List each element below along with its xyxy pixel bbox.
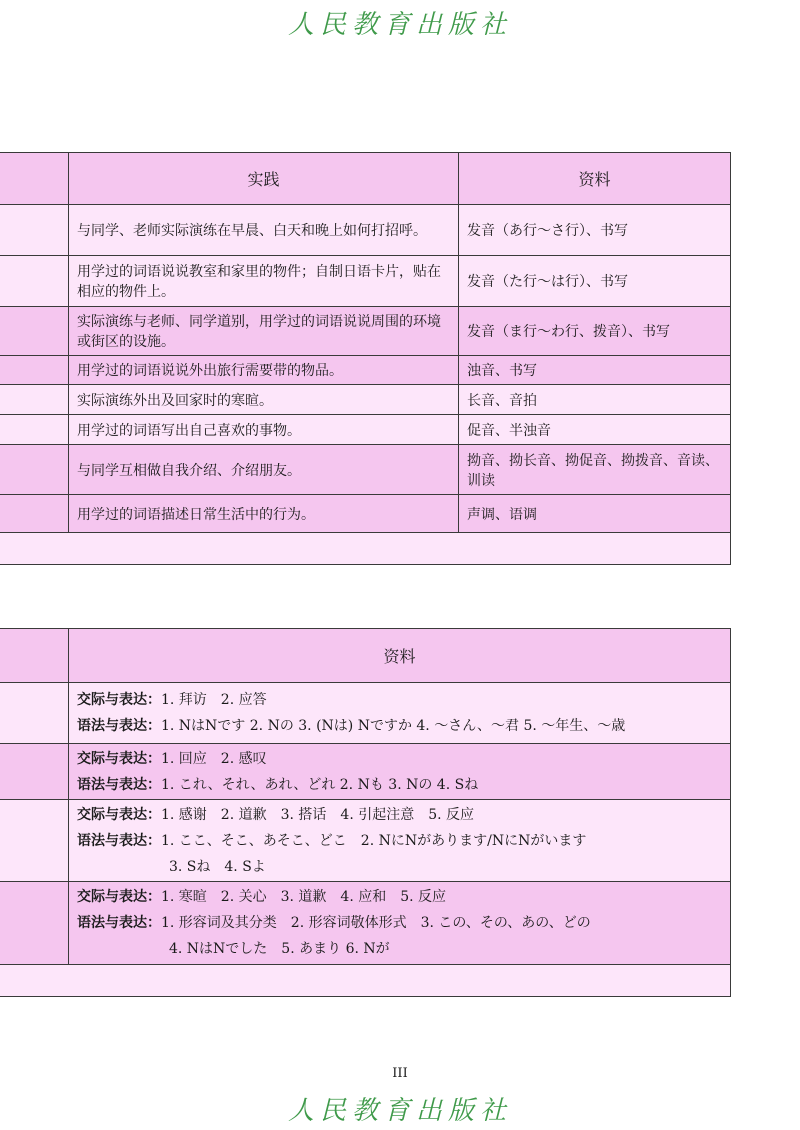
material-cell: 发音（た行～は行）、书写 <box>459 256 731 307</box>
communication-text: 1. 感谢 2. 道歉 3. 搭话 4. 引起注意 5. 反应 <box>161 806 475 823</box>
table-row-empty <box>0 965 731 997</box>
label-communication: 交际与表达： <box>77 750 161 767</box>
practice-table <box>0 152 731 565</box>
table-row <box>0 744 731 800</box>
table-header-row <box>0 629 731 683</box>
grammar-text-continued: 4. NはNでした 5. あまり 6. Nが <box>169 941 390 957</box>
grammar-text: 1. これ、それ、あれ、どれ 2. Nも 3. Nの 4. Sね <box>161 776 479 793</box>
material-cell: 促音、半浊音 <box>459 415 731 445</box>
practice-cell: 实际演练外出及回家时的寒暄。 <box>69 385 459 415</box>
communication-text: 1. 拜访 2. 应答 <box>161 692 267 708</box>
label-grammar: 语法与表达： <box>77 776 161 793</box>
table-row <box>0 882 731 965</box>
practice-cell: 用学过的词语描述日常生活中的行为。 <box>69 495 459 533</box>
table-header-row <box>0 153 731 205</box>
publisher-logo-bottom: 人民教育出版社 <box>287 1096 512 1126</box>
practice-cell: 用学过的词语说说外出旅行需要带的物品。 <box>69 356 459 385</box>
label-communication: 交际与表达： <box>77 889 161 905</box>
practice-cell: 用学过的词语写出自己喜欢的事物。 <box>69 415 459 445</box>
header-material: 资料 <box>69 629 731 683</box>
label-communication: 交际与表达： <box>77 692 161 708</box>
label-grammar: 语法与表达： <box>77 832 161 849</box>
practice-cell: 与同学互相做自我介绍、介绍朋友。 <box>69 445 459 495</box>
header-material: 资料 <box>459 153 731 205</box>
table-row <box>0 445 731 495</box>
label-grammar: 语法与表达： <box>77 915 161 931</box>
header-blank <box>0 153 69 205</box>
grammar-text: 1. ここ、そこ、あそこ、どこ 2. NにNがあります/NにNがいます <box>161 832 587 849</box>
header-practice: 实践 <box>69 153 459 205</box>
practice-cell: 用学过的词语说说教室和家里的物件；自制日语卡片，贴在相应的物件上。 <box>69 256 459 307</box>
header-blank <box>0 629 69 683</box>
publisher-logo-top: 人民教育出版社 <box>287 10 512 40</box>
table-row <box>0 256 731 307</box>
table-row <box>0 683 731 744</box>
practice-cell: 与同学、老师实际演练在早晨、白天和晚上如何打招呼。 <box>69 205 459 256</box>
grammar-text-continued: 3. Sね 4. Sよ <box>169 858 266 875</box>
material-cell: 发音（ま行～わ行、拨音）、书写 <box>459 307 731 356</box>
communication-text: 1. 回应 2. 感叹 <box>161 750 267 767</box>
table-row <box>0 415 731 445</box>
material-table <box>0 628 731 997</box>
material-cell: 长音、音拍 <box>459 385 731 415</box>
material-cell: 发音（あ行～さ行）、书写 <box>459 205 731 256</box>
table-row <box>0 307 731 356</box>
grammar-text: 1. NはNです 2. Nの 3. (Nは) Nですか 4. ～さん、～君 5. ～年生、～歳 <box>161 718 626 734</box>
table-row <box>0 385 731 415</box>
material-cell: 声调、语调 <box>459 495 731 533</box>
table-row <box>0 205 731 256</box>
label-communication: 交际与表达： <box>77 806 161 823</box>
practice-cell: 实际演练与老师、同学道别，用学过的词语说说周围的环境或街区的设施。 <box>69 307 459 356</box>
material-cell: 拗音、拗长音、拗促音、拗拨音、音读、训读 <box>459 445 731 495</box>
label-grammar: 语法与表达： <box>77 718 161 734</box>
page-number: III <box>392 1066 408 1081</box>
grammar-text: 1. 形容词及其分类 2. 形容词敬体形式 3. この、その、あの、どの <box>161 915 591 931</box>
table-row <box>0 356 731 385</box>
communication-text: 1. 寒暄 2. 关心 3. 道歉 4. 应和 5. 反应 <box>161 889 447 905</box>
table-row <box>0 800 731 882</box>
table-row <box>0 495 731 533</box>
material-cell: 浊音、书写 <box>459 356 731 385</box>
table-row-empty <box>0 533 731 565</box>
